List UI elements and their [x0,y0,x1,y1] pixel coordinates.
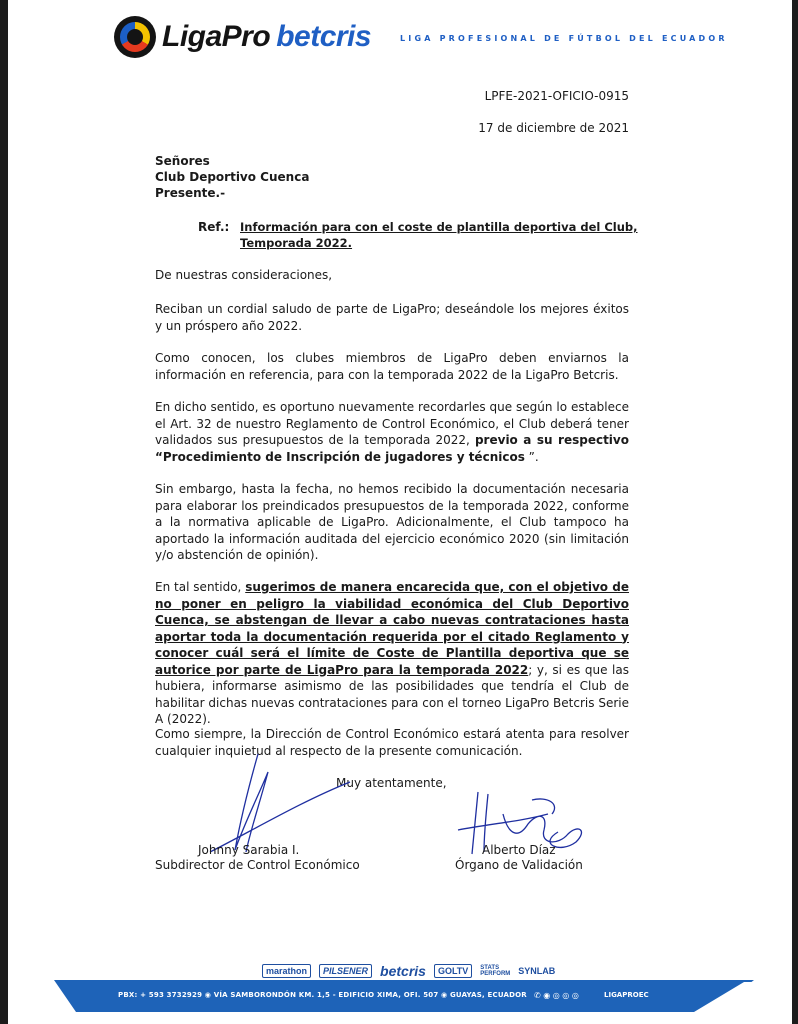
ref-subject-line1: Información para con el coste de plantilla deportiva del Club, [240,220,638,234]
closing: Muy atentamente, [336,776,447,790]
paragraph-5-emphasis: sugerimos de manera encarecida que, con el objetivo de no poner en peligro la viabilidad económica del Club Deportivo Cuenca, se abstengan de llevar a cabo nuevas contrataciones hasta aportar toda la documentación requerida por el citado Reglamento y conocer cuál será el límite de Coste de Plantilla deportiva que se autorice por parte de LigaPro para la temporada 2022 [155,580,629,677]
paragraph-1: Reciban un cordial saludo de parte de LigaPro; deseándole los mejores éxitos y un próspero año 2022. [155,302,629,333]
letter-date: 17 de diciembre de 2021 [478,121,629,135]
sponsor-logo: betcris [380,963,426,979]
sponsor-logo: SYNLAB [518,966,556,976]
ref-label: Ref.: [198,220,230,234]
league-name: LIGA PROFESIONAL DE FÚTBOL DEL ECUADOR [400,34,728,43]
brand-wordmark [162,20,371,54]
ref-subject-line2: Temporada 2022. [240,236,353,250]
recipient-line: Club Deportivo Cuenca [155,170,310,184]
signer2-title: Órgano de Validación [455,858,583,872]
paragraph-6: Como siempre, la Dirección de Control Económico estará atenta para resolver cualquier inquietud al respecto de la presente comunicación. [155,727,629,758]
sponsor-logo: PILSENER [319,964,372,978]
footer-contact: PBX: + 593 3732929 ◉ VÍA SAMBORONDÓN KM. 1,5 - EDIFICIO XIMA, OFI. 507 ◉ GUAYAS, ECUADOR [118,991,527,999]
sponsor-logo: GOLTV [434,964,472,978]
paragraph-3 [155,399,629,465]
paragraph-5 [155,579,629,728]
signer2-name: Alberto Díaz [482,843,556,857]
paragraph-3-end: ”. [524,449,539,464]
brand-secondary: betcris [276,20,372,53]
paragraph-5-text: En tal sentido, [155,580,246,594]
sponsor-logo: marathon [262,964,311,978]
paragraph-3-text: En dicho sentido, es oportuno nuevamente recordarles que según lo establece el Art. 32 de nuestro Reglamento de Control Económico, el Club deberá tener validados sus presupuestos de la temporada 2022, [155,400,629,447]
paragraph-4: Sin embargo, hasta la fecha, no hemos recibido la documentación necesaria para elaborar los preindicados presupuestos de la temporada 2022, conforme a la normativa aplicable de LigaPro. Adicionalmente, el Club tampoco ha aportado la información auditada del ejercicio económico 2020 (sin limitación y/o abstención de opinión). [155,482,629,562]
ligapro-logo [114,14,371,60]
brand-primary: LigaPro [162,20,271,53]
signer1-name: Johnny Sarabia I. [198,843,300,857]
footer-social-handle: LIGAPROEC [604,991,649,999]
football-logo-icon [114,16,156,58]
paragraph-5-rest: ; y, si es que las hubiera, informarse asimismo de las posibilidades que tendría el Club de habilitar dichas nuevas contrataciones para con el torneo LigaPro Betcris Serie A (2022). [155,662,630,726]
footer-social-icons: ✆ ◉ ◎ ◎ ◎ [534,991,579,1000]
paragraph-3-bold: previo a su respectivo “Procedimiento de Inscripción de jugadores y técnicos [155,433,629,464]
greeting: De nuestras consideraciones, [155,268,333,282]
reference-code: LPFE-2021-OFICIO-0915 [484,89,629,103]
recipient-line: Presente.- [155,186,226,200]
paragraph-2: Como conocen, los clubes miembros de LigaPro deben enviarnos la información en referencia, para con la temporada 2022 de la LigaPro Betcris. [155,351,629,382]
sponsor-strip [262,963,555,979]
signer1-title: Subdirector de Control Económico [155,858,360,872]
sponsor-logo: STATS PERFORM [480,965,511,977]
recipient-line: Señores [155,154,210,168]
